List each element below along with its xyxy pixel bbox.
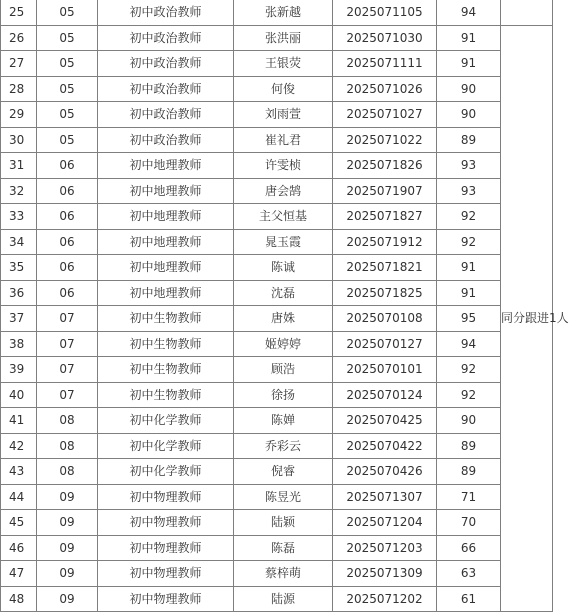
name-cell: 张洪丽 [234,25,333,51]
table-row [1,561,553,587]
table-row [1,484,553,510]
position-cell: 初中物理教师 [98,510,234,536]
exam-number-cell: 2025071825 [333,280,437,306]
name-cell: 唐会鹄 [234,178,333,204]
position-cell: 初中化学教师 [98,433,234,459]
score-cell: 93 [437,153,501,179]
code-cell: 09 [37,484,98,510]
name-cell: 何俊 [234,76,333,102]
exam-number-cell: 2025071111 [333,51,437,77]
table-row [1,510,553,536]
table-row [1,408,553,434]
name-cell: 倪睿 [234,459,333,485]
table-row [1,0,553,25]
exam-number-cell: 2025071105 [333,0,437,25]
table-row [1,382,553,408]
name-cell: 许雯桢 [234,153,333,179]
position-cell: 初中政治教师 [98,0,234,25]
table-row [1,433,553,459]
exam-number-cell: 2025070422 [333,433,437,459]
seq-cell: 36 [1,280,37,306]
table-row [1,25,553,51]
name-cell: 陈昱光 [234,484,333,510]
name-cell: 陆颖 [234,510,333,536]
seq-cell: 35 [1,255,37,281]
code-cell: 05 [37,102,98,128]
position-cell: 初中地理教师 [98,229,234,255]
code-cell: 08 [37,433,98,459]
position-cell: 初中物理教师 [98,561,234,587]
code-cell: 06 [37,153,98,179]
code-cell: 09 [37,535,98,561]
table-row [1,102,553,128]
code-cell: 05 [37,51,98,77]
code-cell: 06 [37,229,98,255]
table-row [1,76,553,102]
name-cell: 唐姝 [234,306,333,332]
exam-number-cell: 2025070426 [333,459,437,485]
name-cell: 徐扬 [234,382,333,408]
score-cell: 90 [437,76,501,102]
score-cell: 90 [437,102,501,128]
seq-cell: 27 [1,51,37,77]
position-cell: 初中政治教师 [98,51,234,77]
name-cell: 姬婷婷 [234,331,333,357]
position-cell: 初中物理教师 [98,586,234,612]
position-cell: 初中物理教师 [98,535,234,561]
exam-number-cell: 2025071821 [333,255,437,281]
seq-cell: 47 [1,561,37,587]
position-cell: 初中化学教师 [98,408,234,434]
name-cell: 陈婵 [234,408,333,434]
position-cell: 初中物理教师 [98,484,234,510]
exam-number-cell: 2025071026 [333,76,437,102]
seq-cell: 42 [1,433,37,459]
position-cell: 初中生物教师 [98,382,234,408]
remark-cell [501,0,553,25]
code-cell: 08 [37,408,98,434]
exam-number-cell: 2025071309 [333,561,437,587]
name-cell: 张新越 [234,0,333,25]
code-cell: 06 [37,204,98,230]
score-cell: 94 [437,331,501,357]
seq-cell: 31 [1,153,37,179]
score-cell: 70 [437,510,501,536]
table-row [1,255,553,281]
code-cell: 06 [37,255,98,281]
seq-cell: 41 [1,408,37,434]
name-cell: 顾浩 [234,357,333,383]
exam-number-cell: 2025071202 [333,586,437,612]
seq-cell: 39 [1,357,37,383]
seq-cell: 45 [1,510,37,536]
exam-number-cell: 2025071030 [333,25,437,51]
position-cell: 初中政治教师 [98,127,234,153]
score-cell: 90 [437,408,501,434]
table-row [1,535,553,561]
position-cell: 初中地理教师 [98,280,234,306]
name-cell: 刘雨萱 [234,102,333,128]
position-cell: 初中地理教师 [98,255,234,281]
position-cell: 初中地理教师 [98,178,234,204]
name-cell: 蔡梓萌 [234,561,333,587]
exam-number-cell: 2025071027 [333,102,437,128]
position-cell: 初中政治教师 [98,25,234,51]
code-cell: 06 [37,280,98,306]
position-cell: 初中生物教师 [98,357,234,383]
exam-number-cell: 2025071203 [333,535,437,561]
table-row [1,127,553,153]
seq-cell: 37 [1,306,37,332]
table-row [1,51,553,77]
code-cell: 09 [37,561,98,587]
name-cell: 乔彩云 [234,433,333,459]
seq-cell: 38 [1,331,37,357]
seq-cell: 43 [1,459,37,485]
code-cell: 07 [37,331,98,357]
name-cell: 陈磊 [234,535,333,561]
position-cell: 初中生物教师 [98,331,234,357]
exam-number-cell: 2025071912 [333,229,437,255]
score-cell: 91 [437,280,501,306]
seq-cell: 29 [1,102,37,128]
name-cell: 主父恒基 [234,204,333,230]
seq-cell: 26 [1,25,37,51]
position-cell: 初中政治教师 [98,76,234,102]
position-cell: 初中地理教师 [98,204,234,230]
score-cell: 63 [437,561,501,587]
table-row [1,229,553,255]
seq-cell: 28 [1,76,37,102]
position-cell: 初中生物教师 [98,306,234,332]
score-cell: 92 [437,357,501,383]
exam-number-cell: 2025071022 [333,127,437,153]
seq-cell: 32 [1,178,37,204]
score-cell: 89 [437,433,501,459]
seq-cell: 40 [1,382,37,408]
score-cell: 91 [437,255,501,281]
score-cell: 89 [437,459,501,485]
table-body [1,0,569,612]
seq-cell: 48 [1,586,37,612]
exam-number-cell: 2025071826 [333,153,437,179]
name-cell: 沈磊 [234,280,333,306]
exam-number-cell: 2025071204 [333,510,437,536]
code-cell: 07 [37,357,98,383]
score-cell: 95 [437,306,501,332]
code-cell: 05 [37,0,98,25]
score-cell: 94 [437,0,501,25]
code-cell: 05 [37,25,98,51]
exam-number-cell: 2025070101 [333,357,437,383]
table-row [1,459,553,485]
table-row [1,204,553,230]
score-cell: 92 [437,382,501,408]
seq-cell: 25 [1,0,37,25]
exam-number-cell: 2025071827 [333,204,437,230]
exam-number-cell: 2025071907 [333,178,437,204]
remark-note: 同分跟进1人 [501,25,553,612]
score-cell: 91 [437,51,501,77]
score-cell: 92 [437,229,501,255]
code-cell: 09 [37,510,98,536]
score-cell: 61 [437,586,501,612]
seq-cell: 46 [1,535,37,561]
table-row [1,280,553,306]
position-cell: 初中政治教师 [98,102,234,128]
code-cell: 06 [37,178,98,204]
code-cell: 08 [37,459,98,485]
table-row [1,357,553,383]
name-cell: 王银荧 [234,51,333,77]
name-cell: 崔礼君 [234,127,333,153]
exam-number-cell: 2025071307 [333,484,437,510]
seq-cell: 34 [1,229,37,255]
name-cell: 陈诚 [234,255,333,281]
table-row [1,306,553,332]
code-cell: 07 [37,306,98,332]
table-row [1,586,553,612]
seq-cell: 44 [1,484,37,510]
score-cell: 93 [437,178,501,204]
table-row [1,331,553,357]
name-cell: 晁玉霞 [234,229,333,255]
code-cell: 05 [37,127,98,153]
position-cell: 初中化学教师 [98,459,234,485]
position-cell: 初中地理教师 [98,153,234,179]
exam-number-cell: 2025070108 [333,306,437,332]
seq-cell: 33 [1,204,37,230]
code-cell: 07 [37,382,98,408]
code-cell: 09 [37,586,98,612]
table-row [1,178,553,204]
score-cell: 71 [437,484,501,510]
seq-cell: 30 [1,127,37,153]
exam-number-cell: 2025070127 [333,331,437,357]
exam-number-cell: 2025070124 [333,382,437,408]
score-cell: 66 [437,535,501,561]
score-cell: 92 [437,204,501,230]
table-row [1,153,553,179]
name-cell: 陆源 [234,586,333,612]
exam-number-cell: 2025070425 [333,408,437,434]
score-cell: 91 [437,25,501,51]
code-cell: 05 [37,76,98,102]
score-cell: 89 [437,127,501,153]
